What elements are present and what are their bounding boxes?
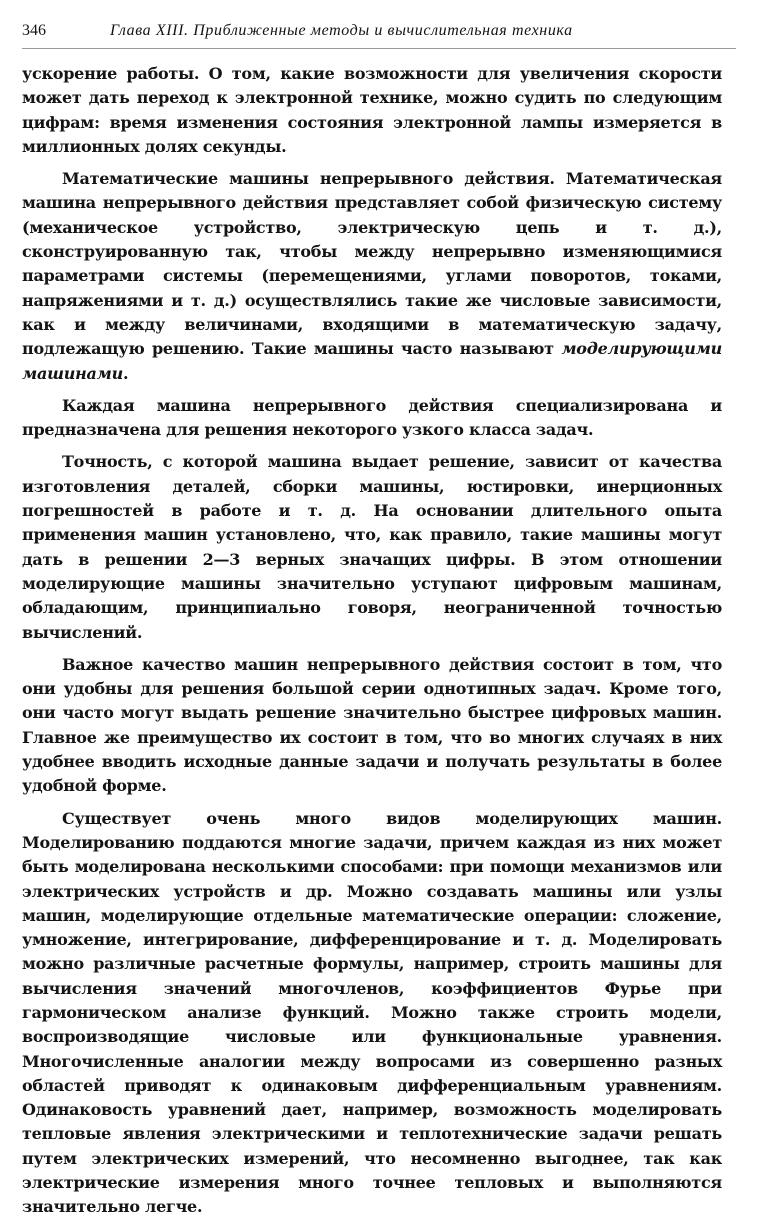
paragraph-accuracy: Точность, с которой машина выдает решение, зависит от качества изготовления деталей, сборки машины, юстировки, инерционных погрешностей в работе и т. д. На основании длительного опыта применения машин установлено, что, как правило, такие машины могут дать в решении 2—3 верных значащих цифры. В этом отношении моделирующие машины значительно уступают цифровым машинам, обладающим, принципиально говоря, неограниченной точностью вычислений. (22, 452, 722, 642)
section-heading: Математические машины непрерывного действия. (62, 169, 555, 189)
running-head (22, 18, 736, 49)
body-text (22, 62, 722, 1220)
paragraph-continuation: ускорение работы. О том, какие возможности для увеличения скорости может дать переход к электронной технике, можно судить по следующим цифрам: время изменения состояния электронной лампы измеряется в миллионных долях секунды. (22, 64, 722, 156)
paragraph-specialization: Каждая машина непрерывного действия специализирована и предназначена для решения некоторого узкого класса задач. (22, 395, 722, 440)
chapter-title: Глава XIII. Приближенные методы и вычислительная техника (110, 22, 573, 39)
italic-term: моделирующими машинами (22, 339, 722, 383)
paragraph-advantages: Важное качество машин непрерывного действия состоит в том, что они удобны для решения большой серии однотипных задач. Кроме того, они часто могут выдать решение значительно быстрее цифровых машин. Главное же преимущество их состоит в том, что во многих случаях в них удобнее вводить исходные данные задачи и получать результаты в более удобной форме. (22, 654, 722, 796)
paragraph-text: Математическая машина непрерывного действия представляет собой физическую систему (механическое устройство, электрическую цепь и т. д.), сконструированную так, чтобы между непрерывно изменяющимися параметрами системы (перемещениями, углами поворотов, токами, напряжениями и т. д.) осуществлялись такие же числовые зависимости, как и между величинами, входящими в математическую задачу, подлежащую решению. Такие машины часто называют (22, 169, 723, 359)
paragraph-end: . (123, 363, 129, 383)
paragraph-continuous-machines (22, 167, 722, 386)
page-number: 346 (22, 22, 46, 39)
paragraph-types: Существует очень много видов моделирующих машин. Моделированию поддаются многие задачи, причем каждая из них может быть моделирована несколькими способами: при помощи механизмов или электрических устройств и др. Можно создавать машины или узлы машин, моделирующие отдельные математические операции: сложение, умножение, интегрирование, дифференцирование и т. д. Моделировать можно различные расчетные формулы, например, строить машины для вычисления значений многочленов, коэффициентов Фурье при гармоническом анализе функций. Можно также строить модели, воспроизводящие числовые или функциональные уравнения. Многочисленные аналогии между вопросами из совершенно разных областей приводят к одинаковым дифференциальным уравнениям. Одинаковость уравнений дает, например, возможность моделировать тепловые явления электрическими и теплотехнические задачи решать путем электрических измерений, что несомненно выгоднее, так как электрические измерения много точнее тепловых и выполняются значительно легче. (22, 808, 722, 1217)
